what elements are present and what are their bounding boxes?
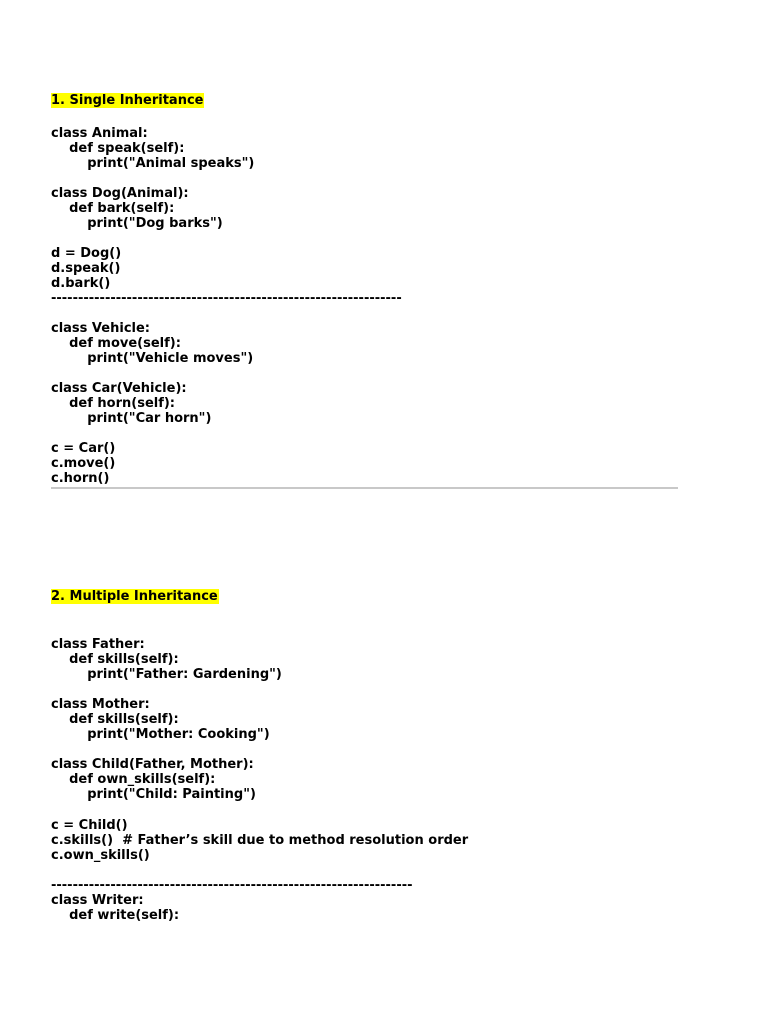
code-line: class Child(Father, Mother): [51, 757, 254, 772]
code-line: print("Father: Gardening") [51, 667, 282, 682]
code-line: d.bark() [51, 276, 111, 291]
code-line: def move(self): [51, 336, 181, 351]
code-line: class Writer: [51, 893, 144, 908]
code-line: print("Dog barks") [51, 216, 223, 231]
code-line: def horn(self): [51, 396, 176, 411]
section-heading-multiple-inheritance: 2. Multiple Inheritance [51, 589, 218, 604]
code-line: class Dog(Animal): [51, 186, 189, 201]
code-line: class Vehicle: [51, 321, 150, 336]
code-line: class Father: [51, 637, 145, 652]
code-line: print("Vehicle moves") [51, 351, 254, 366]
dashed-separator: ----------------------------------------------------------------- [51, 291, 402, 306]
code-line: c.move() [51, 456, 116, 471]
code-line: c.own_skills() [51, 848, 150, 863]
code-line: c = Car() [51, 441, 116, 456]
code-line: class Car(Vehicle): [51, 381, 187, 396]
code-line: d = Dog() [51, 246, 122, 261]
code-line: def skills(self): [51, 712, 179, 727]
horizontal-rule [51, 487, 678, 489]
code-line: print("Child: Painting") [51, 787, 256, 802]
code-line: def skills(self): [51, 652, 179, 667]
code-line: c.skills() # Father’s skill due to method resolution order [51, 833, 469, 848]
code-line: print("Mother: Cooking") [51, 727, 270, 742]
code-line: def own_skills(self): [51, 772, 216, 787]
code-line: def speak(self): [51, 141, 185, 156]
dashed-separator: ------------------------------------------------------------------- [51, 878, 413, 893]
code-line: d.speak() [51, 261, 121, 276]
code-line: print("Car horn") [51, 411, 212, 426]
section-heading-single-inheritance: 1. Single Inheritance [51, 93, 204, 108]
code-line: c.horn() [51, 471, 110, 486]
code-line: print("Animal speaks") [51, 156, 255, 171]
code-line: class Animal: [51, 126, 148, 141]
code-line: def write(self): [51, 908, 180, 923]
code-line: def bark(self): [51, 201, 175, 216]
code-line: c = Child() [51, 818, 128, 833]
code-line: class Mother: [51, 697, 150, 712]
